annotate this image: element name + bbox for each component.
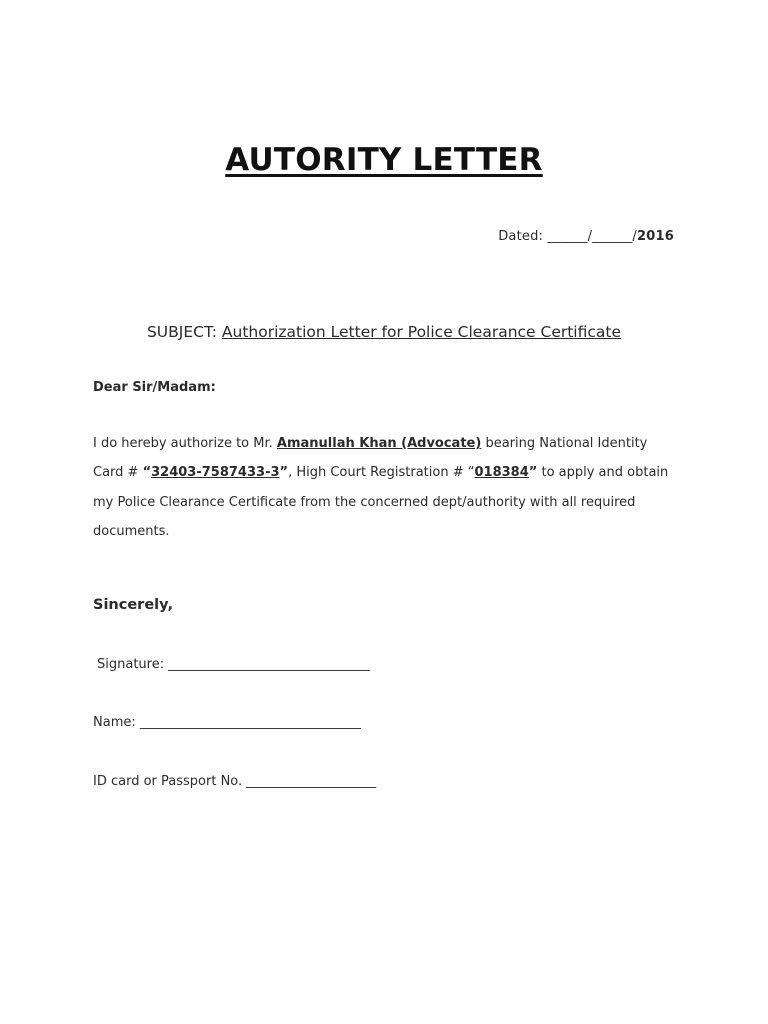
body-l2-post: to apply and obtain (541, 465, 669, 480)
body-l1-post: bearing National Identity (485, 436, 648, 451)
cnic-quote-open: “ (142, 465, 152, 480)
body-l2-pre: Card # (93, 465, 139, 480)
dated-line (498, 229, 674, 244)
body-line-4: documents. (93, 524, 170, 539)
registration-number: 018384 (474, 465, 529, 480)
letter-title: AUTORITY LETTER (225, 142, 543, 178)
subject-label: SUBJECT: (146, 323, 217, 341)
body-line-3: my Police Clearance Certificate from the concerned dept/authority with all required (93, 495, 636, 510)
body-l2-mid: , High Court Registration # (288, 465, 464, 480)
dated-label: Dated: ______/______/ (498, 229, 638, 244)
subject-line (0, 323, 768, 341)
name-field: Name: __________________________________ (93, 715, 361, 730)
body-l1-pre: I do hereby authorize to Mr. (93, 436, 273, 451)
reg-quote-open: “ (467, 465, 475, 480)
reg-quote-close: ” (528, 465, 538, 480)
signature-field: Signature: _______________________________ (97, 657, 370, 672)
salutation: Dear Sir/Madam: (93, 380, 216, 395)
cnic-quote-close: ” (279, 465, 289, 480)
cnic-number: 32403-7587433-3 (151, 465, 280, 480)
authorized-person-name: Amanullah Khan (Advocate) (276, 436, 482, 451)
subject-text: Authorization Letter for Police Clearance Certificate (221, 323, 622, 341)
body-line-1 (93, 436, 647, 451)
id-field: ID card or Passport No. ____________________ (93, 774, 377, 789)
closing: Sincerely, (93, 597, 173, 613)
dated-year: 2016 (637, 229, 674, 244)
body-line-2 (93, 465, 668, 480)
